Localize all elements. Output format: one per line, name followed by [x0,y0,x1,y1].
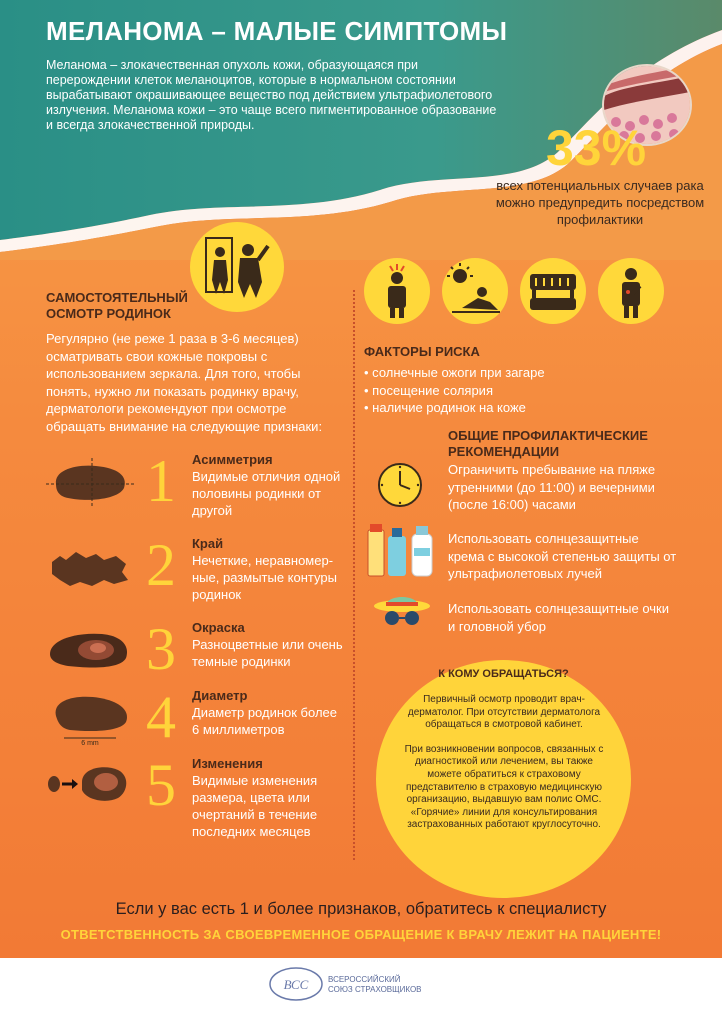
sign-item-asymmetry [46,448,346,544]
asymmetric-mole-image [46,456,136,506]
logo-mark [268,966,324,1002]
stat-text: всех потенциальных случаев рака можно предупредить посредством профилактики [495,178,705,227]
sign-title: Окраска [192,620,245,635]
page-title: МЕЛАНОМА – МАЛЫЕ СИМПТОМЫ [46,16,508,46]
contact-paragraph: При возникновении вопросов, связанных с диагностикой или лечением, вы также можете обратиться к страховому представителю в страховую медицинскую организацию, выдавшую вам полис ОМС. «Горячие» линии для консультирования застрахованных работают круглосуточно. [404,743,604,831]
clock-icon [377,462,423,508]
mole-person-icon [598,258,664,324]
logo-line: СОЮЗ СТРАХОВЩИКОВ [328,985,422,994]
prevention-item-text: Использовать солнцезащитные очки и головной убор [448,601,670,634]
risk-heading: ФАКТОРЫ РИСКА [364,344,480,359]
intro-text: Меланома – злокачественная опухоль кожи, образующаяся при перерождении клеток меланоцитов, которые в нормальном состоянии вырабатывают окрашивающее вещество под действием ультрафиолетового излучения. Меланома кожи – это чаще всего пигментированное образование и всегда злокачественной природы. [46,58,497,132]
diameter-label: 6 mm [81,740,99,746]
sign-text: Разноцветные или очень темные родинки [192,637,343,669]
contact-text [400,694,608,832]
sign-text: Нечеткие, неравномер-ные, размытые контуры родинок [192,553,337,602]
risk-item: • солнечные ожоги при загаре [364,364,624,382]
large-mole-image [50,690,136,746]
sign-text: Диаметр родинок более 6 миллиметров [192,705,337,737]
sign-number: 1 [146,448,176,514]
sunscreen-icon [366,522,436,578]
footer-warning: ОТВЕТСТВЕННОСТЬ ЗА СВОЕВРЕМЕННОЕ ОБРАЩЕНИЕ К ВРАЧУ ЛЕЖИТ НА ПАЦИЕНТЕ! [60,927,662,942]
solarium-icon [520,258,586,324]
logo-text [328,975,422,995]
sign-item-border [46,532,346,628]
prevention-item-text: Ограничить пребывание на пляже утренними (до 11:00) и вечерними (после 16:00) часами [448,462,656,512]
stat-value: 33% [545,120,647,176]
sign-title: Край [192,536,224,551]
sign-title: Диаметр [192,688,248,703]
irregular-border-mole-image [46,542,136,592]
self-check-heading: САМОСТОЯТЕЛЬНЫЙ ОСМОТР РОДИНОК [46,290,188,321]
column-divider [353,290,355,860]
sign-text: Видимые изменения размера, цвета или очертаний в течение последних месяцев [192,773,318,839]
changing-mole-image [46,758,136,808]
sunburn-icon [364,258,430,324]
self-check-text: Регулярно (не реже 1 раза в 3-6 месяцев) осматривать свои кожные покровы с использованием зеркала. Для того, чтобы понять, нужно ли показать родинку врачу, дерматологи рекомендуют при осмотре обращать внимание на следующие признаки: [46,331,323,434]
sign-number: 3 [146,616,176,682]
sign-title: Изменения [192,756,263,771]
sign-number: 4 [146,684,176,750]
contact-heading: К КОМУ ОБРАЩАТЬСЯ? [438,668,569,680]
prevention-item-text: Использовать солнцезащитные крема с высокой степенью защиты от ультрафиолетовых лучей [448,531,677,581]
risk-item: • наличие родинок на коже [364,399,624,417]
multicolor-mole-image [46,624,136,674]
risk-item: • посещение солярия [364,382,624,400]
footer-advice: Если у вас есть 1 и более признаков, обратитесь к специалисту [115,900,607,918]
contact-paragraph: Первичный осмотр проводит врач-дерматолог. При отсутствии дерматолога обращаться в смотровой кабинет. [407,694,601,731]
sunbathing-icon [442,258,508,324]
sign-item-changes [46,752,346,848]
insurers-union-logo [268,966,468,1004]
sign-text: Видимые отличия одной половины родинки от другой [192,469,341,518]
risk-list [364,364,624,417]
logo-mark-text: ВСС [283,977,309,992]
logo-line: ВСЕРОССИЙСКИЙ [328,975,401,984]
sign-number: 5 [146,752,176,818]
sign-number: 2 [146,532,176,598]
sign-title: Асимметрия [192,452,273,467]
prevention-heading: ОБЩИЕ ПРОФИЛАКТИЧЕСКИЕ РЕКОМЕНДАЦИИ [448,428,648,459]
hat-glasses-icon [372,588,432,628]
